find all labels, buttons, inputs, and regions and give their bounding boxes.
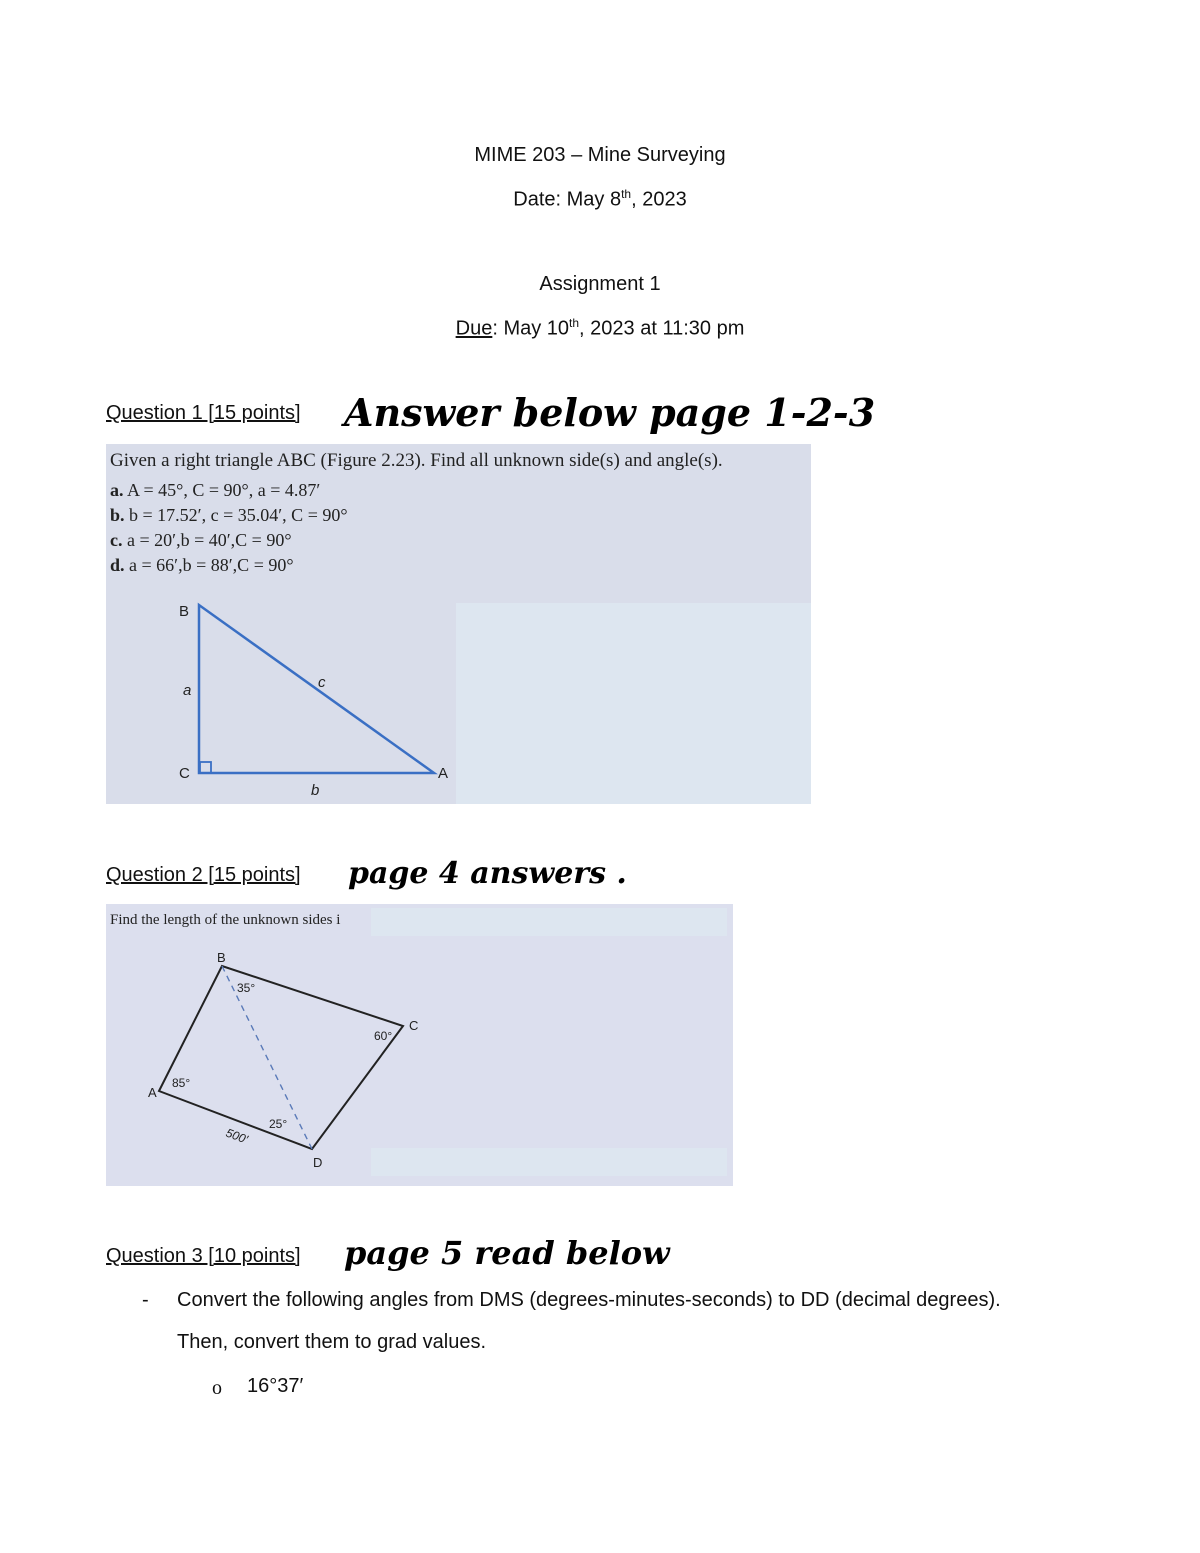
side-c-label: c [318, 674, 326, 691]
question-1-part-b: b. b = 17.52′, c = 35.04′, C = 90° [110, 505, 348, 525]
question-2-handwritten-note: page 4 answers . [348, 856, 627, 891]
question-3-heading: Question 3 [10 points] [106, 1245, 301, 1267]
question-2-prompt: Find the length of the unknown sides i [110, 912, 341, 928]
right-angle-marker [200, 762, 211, 773]
vertex-b-label: B [217, 950, 226, 965]
diagonal-bd [222, 966, 312, 1149]
angle-d-label: 25° [269, 1117, 288, 1131]
vertex-b-label: B [179, 603, 190, 620]
vertex-c-label: C [409, 1018, 419, 1033]
question-1-figure-scan [106, 444, 811, 804]
side-ad-label: 500′ [223, 1125, 250, 1147]
angle-b-label: 35° [237, 981, 256, 995]
due-text: : May 10 [492, 317, 570, 340]
side-a-label: a [183, 682, 192, 699]
date-text: Date: May 8 [513, 188, 622, 211]
vertex-c-label: C [179, 765, 190, 782]
question-3-handwritten-note: page 5 read below [344, 1234, 670, 1272]
question-3-sub-bullet-marker: o [212, 1377, 222, 1399]
question-2-heading: Question 2 [15 points] [106, 864, 301, 886]
question-3-instruction-line-2: Then, convert them to grad values. [177, 1331, 487, 1353]
question-1-part-a: a. A = 45°, C = 90°, a = 4.87′ [110, 480, 321, 500]
due-time: , 2023 at 11:30 pm [579, 317, 745, 340]
angle-a-label: 85° [172, 1076, 191, 1090]
right-triangle-diagram [106, 444, 811, 804]
triangle-abc-outline [199, 605, 434, 773]
assignment-title: Assignment 1 [539, 273, 661, 295]
date-line [0, 187, 1200, 212]
due-label: Due [455, 317, 493, 340]
vertex-a-label: A [148, 1085, 157, 1100]
question-1-part-c: c. a = 20′,b = 40′,C = 90° [110, 530, 292, 550]
question-3-angle-item: 16°37′ [247, 1375, 304, 1397]
question-1-handwritten-note: Answer below page 1-2-3 [344, 390, 876, 435]
due-superscript: th [569, 316, 580, 330]
question-2-figure-scan [106, 904, 733, 1186]
question-3-bullet-marker: - [142, 1289, 149, 1311]
angle-c-label: 60° [374, 1029, 393, 1043]
question-1-prompt: Given a right triangle ABC (Figure 2.23). Find all unknown side(s) and angle(s). [110, 450, 723, 471]
course-title: MIME 203 – Mine Surveying [474, 144, 726, 166]
vertex-d-label: D [313, 1155, 323, 1170]
date-year: , 2023 [631, 188, 687, 211]
quadrilateral-diagram [106, 904, 733, 1186]
vertex-a-label: A [438, 765, 449, 782]
question-1-part-d: d. a = 66′,b = 88′,C = 90° [110, 555, 294, 575]
due-line [0, 316, 1200, 341]
question-1-heading: Question 1 [15 points] [106, 402, 301, 424]
date-superscript: th [621, 187, 632, 201]
question-3-instruction-line-1: Convert the following angles from DMS (degrees-minutes-seconds) to DD (decimal degrees). [177, 1289, 1001, 1311]
side-b-label: b [311, 782, 320, 799]
